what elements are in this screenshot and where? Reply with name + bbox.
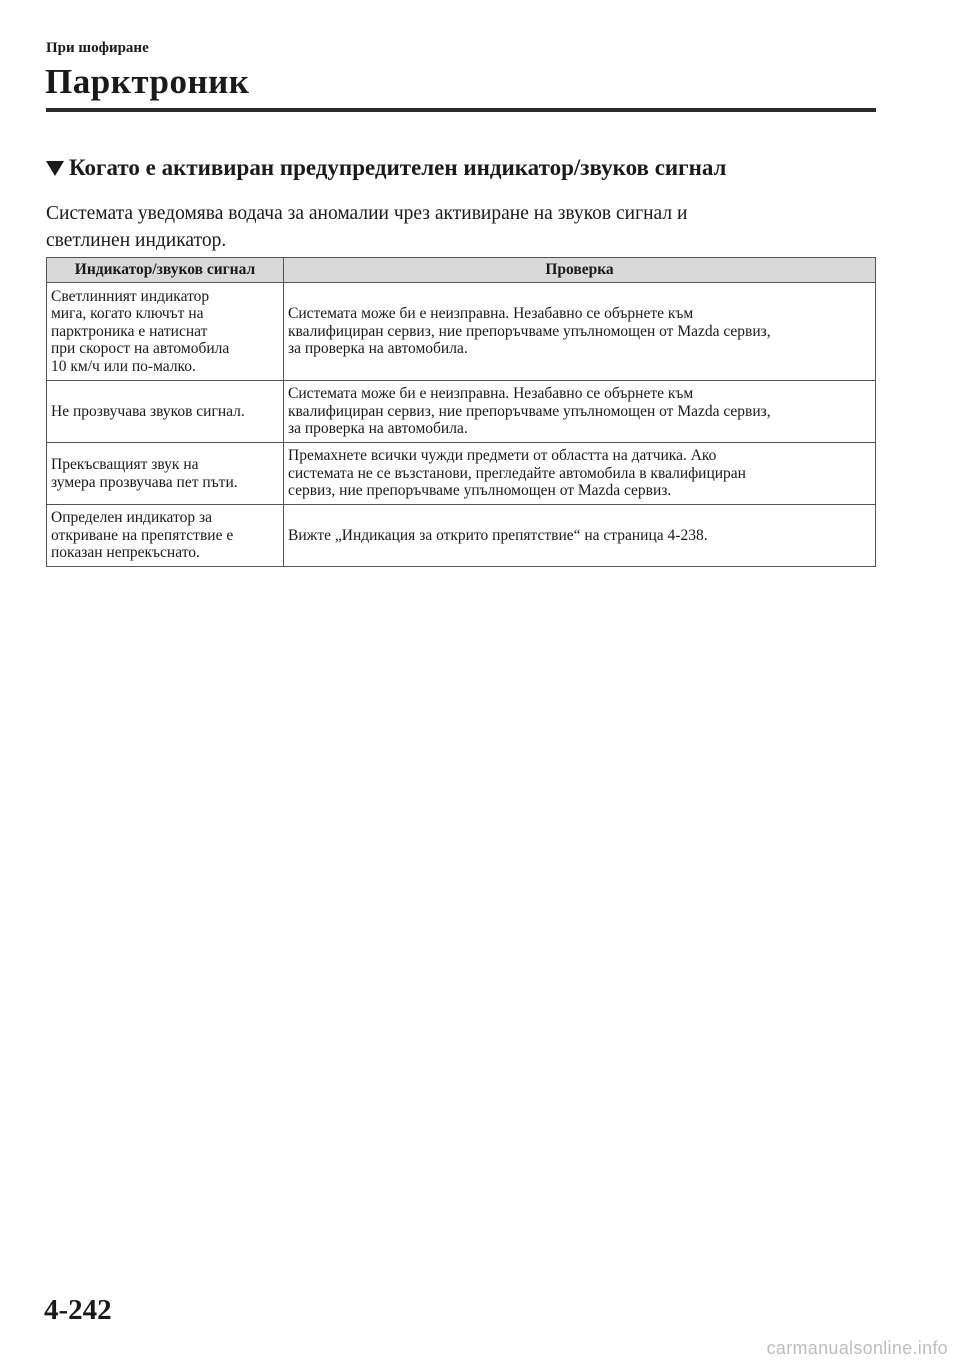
triangle-down-icon — [46, 161, 64, 176]
cell-line: при скорост на автомобила — [51, 340, 230, 358]
cell-line: Прекъсващият звук на — [51, 456, 199, 473]
cell-line: показан непрекъснато. — [51, 544, 200, 562]
intro-line: светлинен индикатор. — [46, 230, 227, 251]
column-header-check: Проверка — [284, 258, 876, 283]
cell-line: мига, когато ключът на — [51, 305, 204, 323]
title-divider — [46, 108, 876, 112]
cell-line: Вижте „Индикация за открито препятствие“ на страница 4-238. — [288, 526, 708, 544]
cell-line: системата не се възстанови, прегледайте автомобила в квалифициран — [288, 464, 746, 482]
cell-line: Не прозвучава звуков сигнал. — [51, 402, 245, 420]
cell-line: сервиз, ние препоръчваме упълномощен от Mazda сервиз. — [288, 482, 672, 500]
intro-paragraph — [46, 200, 866, 254]
indicator-cell — [47, 381, 284, 443]
cell-line: Премахнете всички чужди предмети от областта на датчика. Ако — [288, 447, 717, 465]
cell-line: 10 км/ч или по-малко. — [51, 357, 196, 375]
cell-line: Определен индикатор за — [51, 509, 212, 527]
indicator-cell — [47, 505, 284, 567]
table-row — [47, 283, 876, 381]
cell-line: Светлинният индикатор — [51, 287, 210, 305]
intro-line: Системата уведомява водача за аномалии чрез активиране на звуков сигнал и — [46, 203, 688, 224]
page-title: Парктроник — [45, 62, 250, 101]
section-heading — [46, 155, 726, 181]
column-header-indicator: Индикатор/звуков сигнал — [47, 258, 284, 283]
breadcrumb: При шофиране — [46, 40, 149, 56]
page-number: 4-242 — [44, 1294, 112, 1326]
table-row — [47, 505, 876, 567]
cell-line: квалифициран сервиз, ние препоръчваме упълномощен от Mazda сервиз, — [288, 322, 771, 340]
check-cell — [284, 283, 876, 381]
cell-line: откриване на препятствие е — [51, 526, 234, 544]
table-header-row — [47, 258, 876, 283]
cell-line: за проверка на автомобила. — [288, 420, 468, 438]
check-cell — [284, 505, 876, 567]
check-cell — [284, 381, 876, 443]
indicator-table — [46, 257, 876, 567]
check-cell — [284, 443, 876, 505]
indicator-cell — [47, 443, 284, 505]
table-row — [47, 443, 876, 505]
watermark-link[interactable]: carmanualsonline.info — [766, 1338, 948, 1358]
cell-line: Системата може би е неизправна. Незабавно се обърнете към — [288, 385, 694, 403]
indicator-cell — [47, 283, 284, 381]
table-row — [47, 381, 876, 443]
section-heading-text: Когато е активиран предупредителен индикатор/звуков сигнал — [69, 155, 727, 180]
cell-line: квалифициран сервиз, ние препоръчваме упълномощен от Mazda сервиз, — [288, 402, 771, 420]
cell-line: за проверка на автомобила. — [288, 340, 468, 358]
cell-line: парктроника е натиснат — [51, 322, 208, 340]
cell-line: зумера прозвучава пет пъти. — [51, 473, 238, 491]
cell-line: Системата може би е неизправна. Незабавно се обърнете към — [288, 305, 694, 323]
